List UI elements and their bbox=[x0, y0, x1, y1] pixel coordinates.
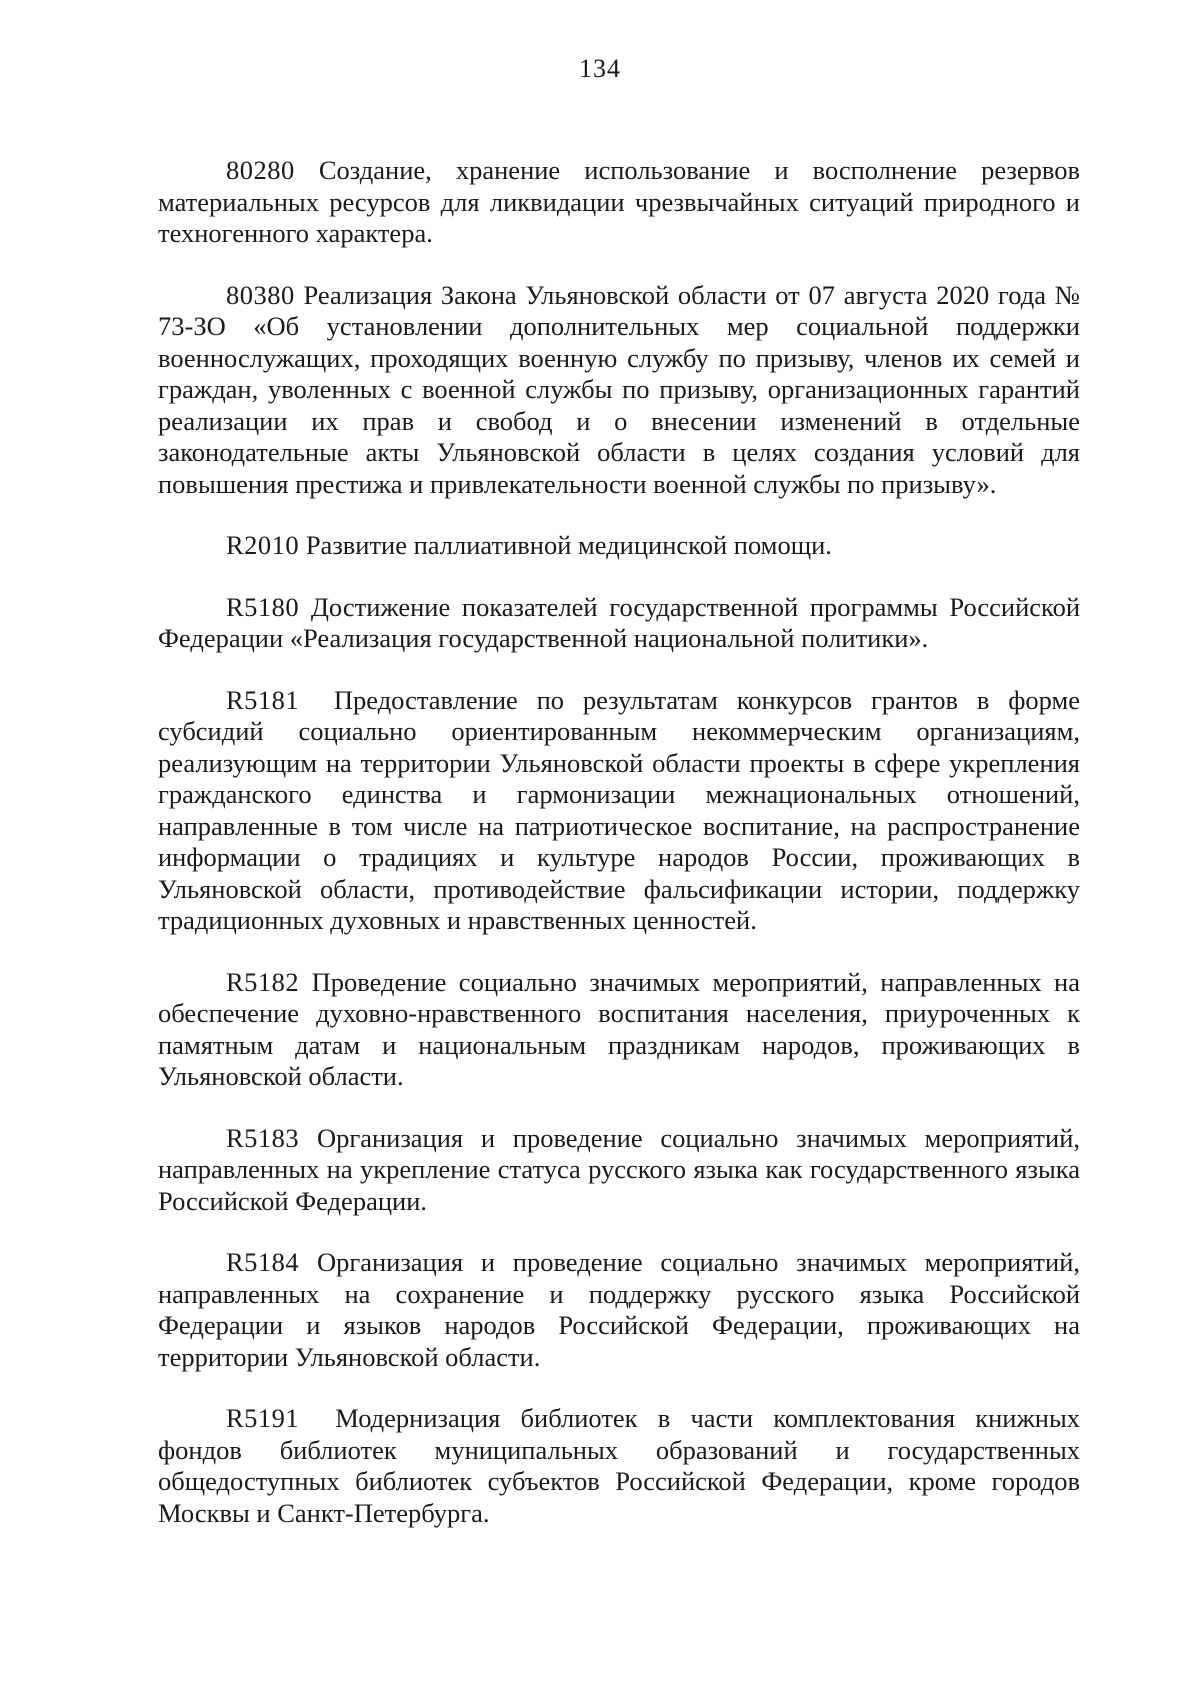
document-body bbox=[158, 155, 1080, 1559]
paragraph-text: Развитие паллиативной медицинской помощи. bbox=[305, 530, 832, 560]
paragraph-text: Создание, хранение использование и восполнение резервов материальных ресурсов для ликвидации чрезвычайных ситуаций природного и техногенного характера. bbox=[158, 155, 1080, 248]
paragraph-code: R5181 bbox=[226, 684, 300, 715]
paragraph-code: 80280 bbox=[226, 155, 295, 185]
paragraph-code: R2010 bbox=[226, 530, 300, 560]
paragraph-r5181 bbox=[158, 685, 1080, 937]
paragraph-r5191 bbox=[158, 1403, 1080, 1529]
paragraph-r5184 bbox=[158, 1247, 1080, 1373]
page-number: 134 bbox=[579, 54, 621, 83]
paragraph-r5182 bbox=[158, 967, 1080, 1093]
paragraph-code: R5184 bbox=[226, 1247, 300, 1277]
paragraph-r2010 bbox=[158, 530, 1080, 562]
paragraph-80380 bbox=[158, 280, 1080, 501]
paragraph-code: R5183 bbox=[226, 1122, 300, 1153]
paragraph-text: Модернизация библиотек в части комплектования книжных фондов библиотек муниципальных образований и государственных общедоступных библиотек субъектов Российской Федерации, кроме городов Москвы и Санкт-Петербурга. bbox=[158, 1403, 1080, 1528]
paragraph-text: Реализация Закона Ульяновской области от 07 августа 2020 года № 73-ЗО «Об установлении дополнительных мер социальной поддержки военнослужащих, проходящих военную службу по призыву, членов их семей и граждан, уволенных с военной службы по призыву, организационных гарантий реализации их прав и свобод и о внесении изменений в отдельные законодательные акты Ульяновской области в целях создания условий для повышения престижа и привлекательности военной службы по призыву». bbox=[158, 279, 1081, 499]
paragraph-r5183 bbox=[158, 1123, 1080, 1218]
paragraph-code: R5182 bbox=[226, 966, 300, 997]
paragraph-text: Проведение социально значимых мероприятий, направленных на обеспечение духовно-нравственного воспитания населения, приуроченных к памятным датам и национальным праздникам народов, проживающих в Ульяновской области. bbox=[158, 966, 1080, 1091]
paragraph-text: Достижение показателей государственной программы Российской Федерации «Реализация государственной национальной политики». bbox=[158, 591, 1080, 653]
paragraph-80280 bbox=[158, 155, 1080, 250]
paragraph-code: R5180 bbox=[226, 591, 300, 622]
paragraph-code: R5191 bbox=[226, 1403, 300, 1433]
paragraph-r5180 bbox=[158, 592, 1080, 655]
paragraph-text: Организация и проведение социально значимых мероприятий, направленных на укрепление статуса русского языка как государственного языка Российской Федерации. bbox=[158, 1122, 1081, 1216]
paragraph-text: Предоставление по результатам конкурсов грантов в форме субсидий социально ориентированным некоммерческим организациям, реализующим на территории Ульяновской области проекты в сфере укрепления гражданского единства и гармонизации межнациональных отношений, направленные в том числе на патриотическое воспитание, на распространение информации о традициях и культуре народов России, проживающих в Ульяновской области, противодействие фальсификации истории, поддержку традиционных духовных и нравственных ценностей. bbox=[158, 684, 1080, 935]
paragraph-text: Организация и проведение социально значимых мероприятий, направленных на сохранение и поддержку русского языка Российской Федерации и языков народов Российской Федерации, проживающих на территории Ульяновской области. bbox=[158, 1247, 1081, 1372]
paragraph-code: 80380 bbox=[226, 279, 295, 310]
